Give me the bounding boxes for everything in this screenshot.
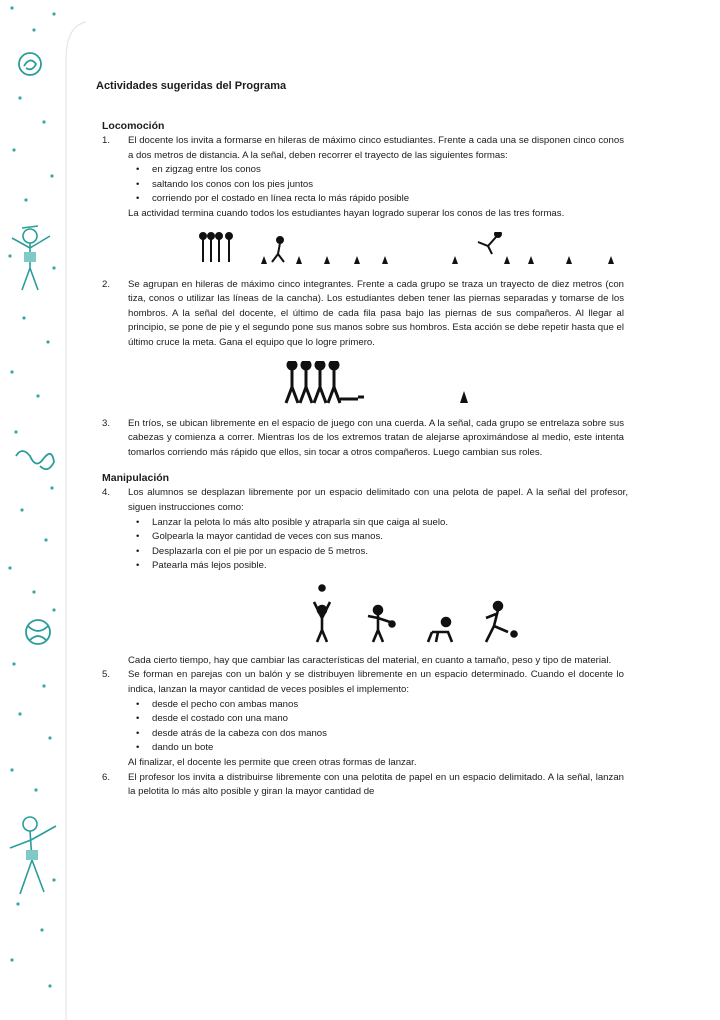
list-item: • Golpearla la mayor cantidad de veces con sus manos. [128,530,628,545]
ball-foot-figure [428,618,452,642]
activity-number: 5. [102,669,111,681]
list-item: • Patearla más lejos posible. [128,559,628,574]
relay-figures [286,361,364,403]
activity-item-6 [102,771,624,800]
section-heading-manipulacion: Manipulación [102,472,170,485]
margin-decoration [0,0,90,1020]
margin-curve [66,22,86,1020]
list-item: • en zigzag entre los conos [128,163,624,178]
tunnel-relay-illustration [96,361,624,407]
teal-ball-doodle [26,620,50,644]
activity-text: En tríos, se ubican libremente en el espacio de juego con una cuerda. A la señal, cada grupo se entrelaza sobre sus cabezas y comienza a correr. Mientras los de los extremos tratan de alejarse aproximándose al medio, este intenta tomarlos corriendo más rápido que ellos, sin tocar a otros compañeros. Luego cambian sus roles. [128,417,624,458]
standing-figures [200,233,232,262]
activity-text: El profesor los invita a distribuirse libremente con una pelotita de papel en un espacio delimitado. A la señal, lanzan la pelotita lo más alto posible y giran la mayor cantidad de [128,771,624,798]
list-item: • Lanzar la pelota lo más alto posible y atraparla sin que caiga al suelo. [128,516,628,531]
bullet-list [128,698,624,756]
activity-item-3 [102,417,624,461]
teal-runner-doodle [10,817,56,894]
cone-row [261,256,614,264]
section-heading-locomocion: Locomoción [102,120,165,132]
zigzag-runner [272,237,284,262]
activity-number: 4. [102,487,111,499]
activity-number: 2. [102,278,111,290]
activity-number: 6. [102,771,111,783]
list-item: • corriendo por el costado en línea recta lo más rápido posible [128,192,624,207]
ball-dribble-figure [368,606,395,642]
teal-kid-doodle [12,226,50,290]
activity-number: 3. [102,417,111,429]
ball-actions-illustration [128,584,628,644]
list-item: • desde el costado con una mano [128,712,624,727]
dot-pattern [8,6,55,987]
activity-text: Los alumnos se desplazan libremente por un espacio delimitado con una pelota de papel. A la señal del profesor, siguen instrucciones como: [128,487,628,513]
list-item: • saltando los conos con los pies juntos [128,178,624,193]
activity-item-5 [102,668,624,770]
activity-closing-text: Cada cierto tiempo, hay que cambiar las características del material, en cuanto a tamaño, peso y tipo de material. [128,654,612,666]
cones-course-illustration [96,232,624,268]
list-item: • Desplazarla con el pie por un espacio de 5 metros. [128,545,628,560]
ball-throw-figure [314,585,330,642]
activity-closing-text: Al finalizar, el docente les permite que creen otras formas de lanzar. [128,757,417,769]
activity-text: Se forman en parejas con un balón y se distribuyen libremente en un espacio determinado. Cuando el docente lo indica, lanzan la mayor cantidad de veces posibles el implemento: [128,669,624,696]
relay-cone [460,391,468,403]
activity-closing-text: La actividad termina cuando todos los estudiantes hayan logrado superar los conos de las tres formas. [128,207,565,219]
bullet-list [128,516,628,574]
list-item: • desde atrás de la cabeza con dos manos [128,727,624,742]
teal-spiral-doodle [19,53,41,75]
activity-item-2 [102,278,624,351]
list-item: • desde el pecho con ambas manos [128,698,624,713]
activity-text: El docente los invita a formarse en hileras de máximo cinco estudiantes. Frente a cada una se disponen cinco conos a dos metros de distancia. A la señal, deben recorrer el trayecto de las siguientes formas: [128,135,624,161]
page-title: Actividades sugeridas del Programa [96,80,287,92]
document-body [96,80,628,800]
activity-item-4 [102,486,628,668]
activity-text: Se agrupan en hileras de máximo cinco integrantes. Frente a cada grupo se traza un trayecto de diez metros (con tiza, conos o utilizar las líneas de la cancha). Los estudiantes deben tener las piernas separadas y tomarse de los hombros. A la señal del docente, el último de cada fila pasa bajo las piernas de sus compañeros. Al llegar al principio, se pone de pie y el segundo pone sus manos sobre sus hombros. Esta acción se debe repetir hasta que el último cruce la meta. Gana el equipo que lo logre primero. [128,278,624,348]
jumping-runner [478,232,501,254]
activity-item-1 [102,134,624,222]
activity-number: 1. [102,135,111,146]
ball-kick-figure [486,602,517,642]
bullet-list [128,163,624,207]
teal-curl-doodle [16,451,54,469]
list-item: • dando un bote [128,741,624,756]
